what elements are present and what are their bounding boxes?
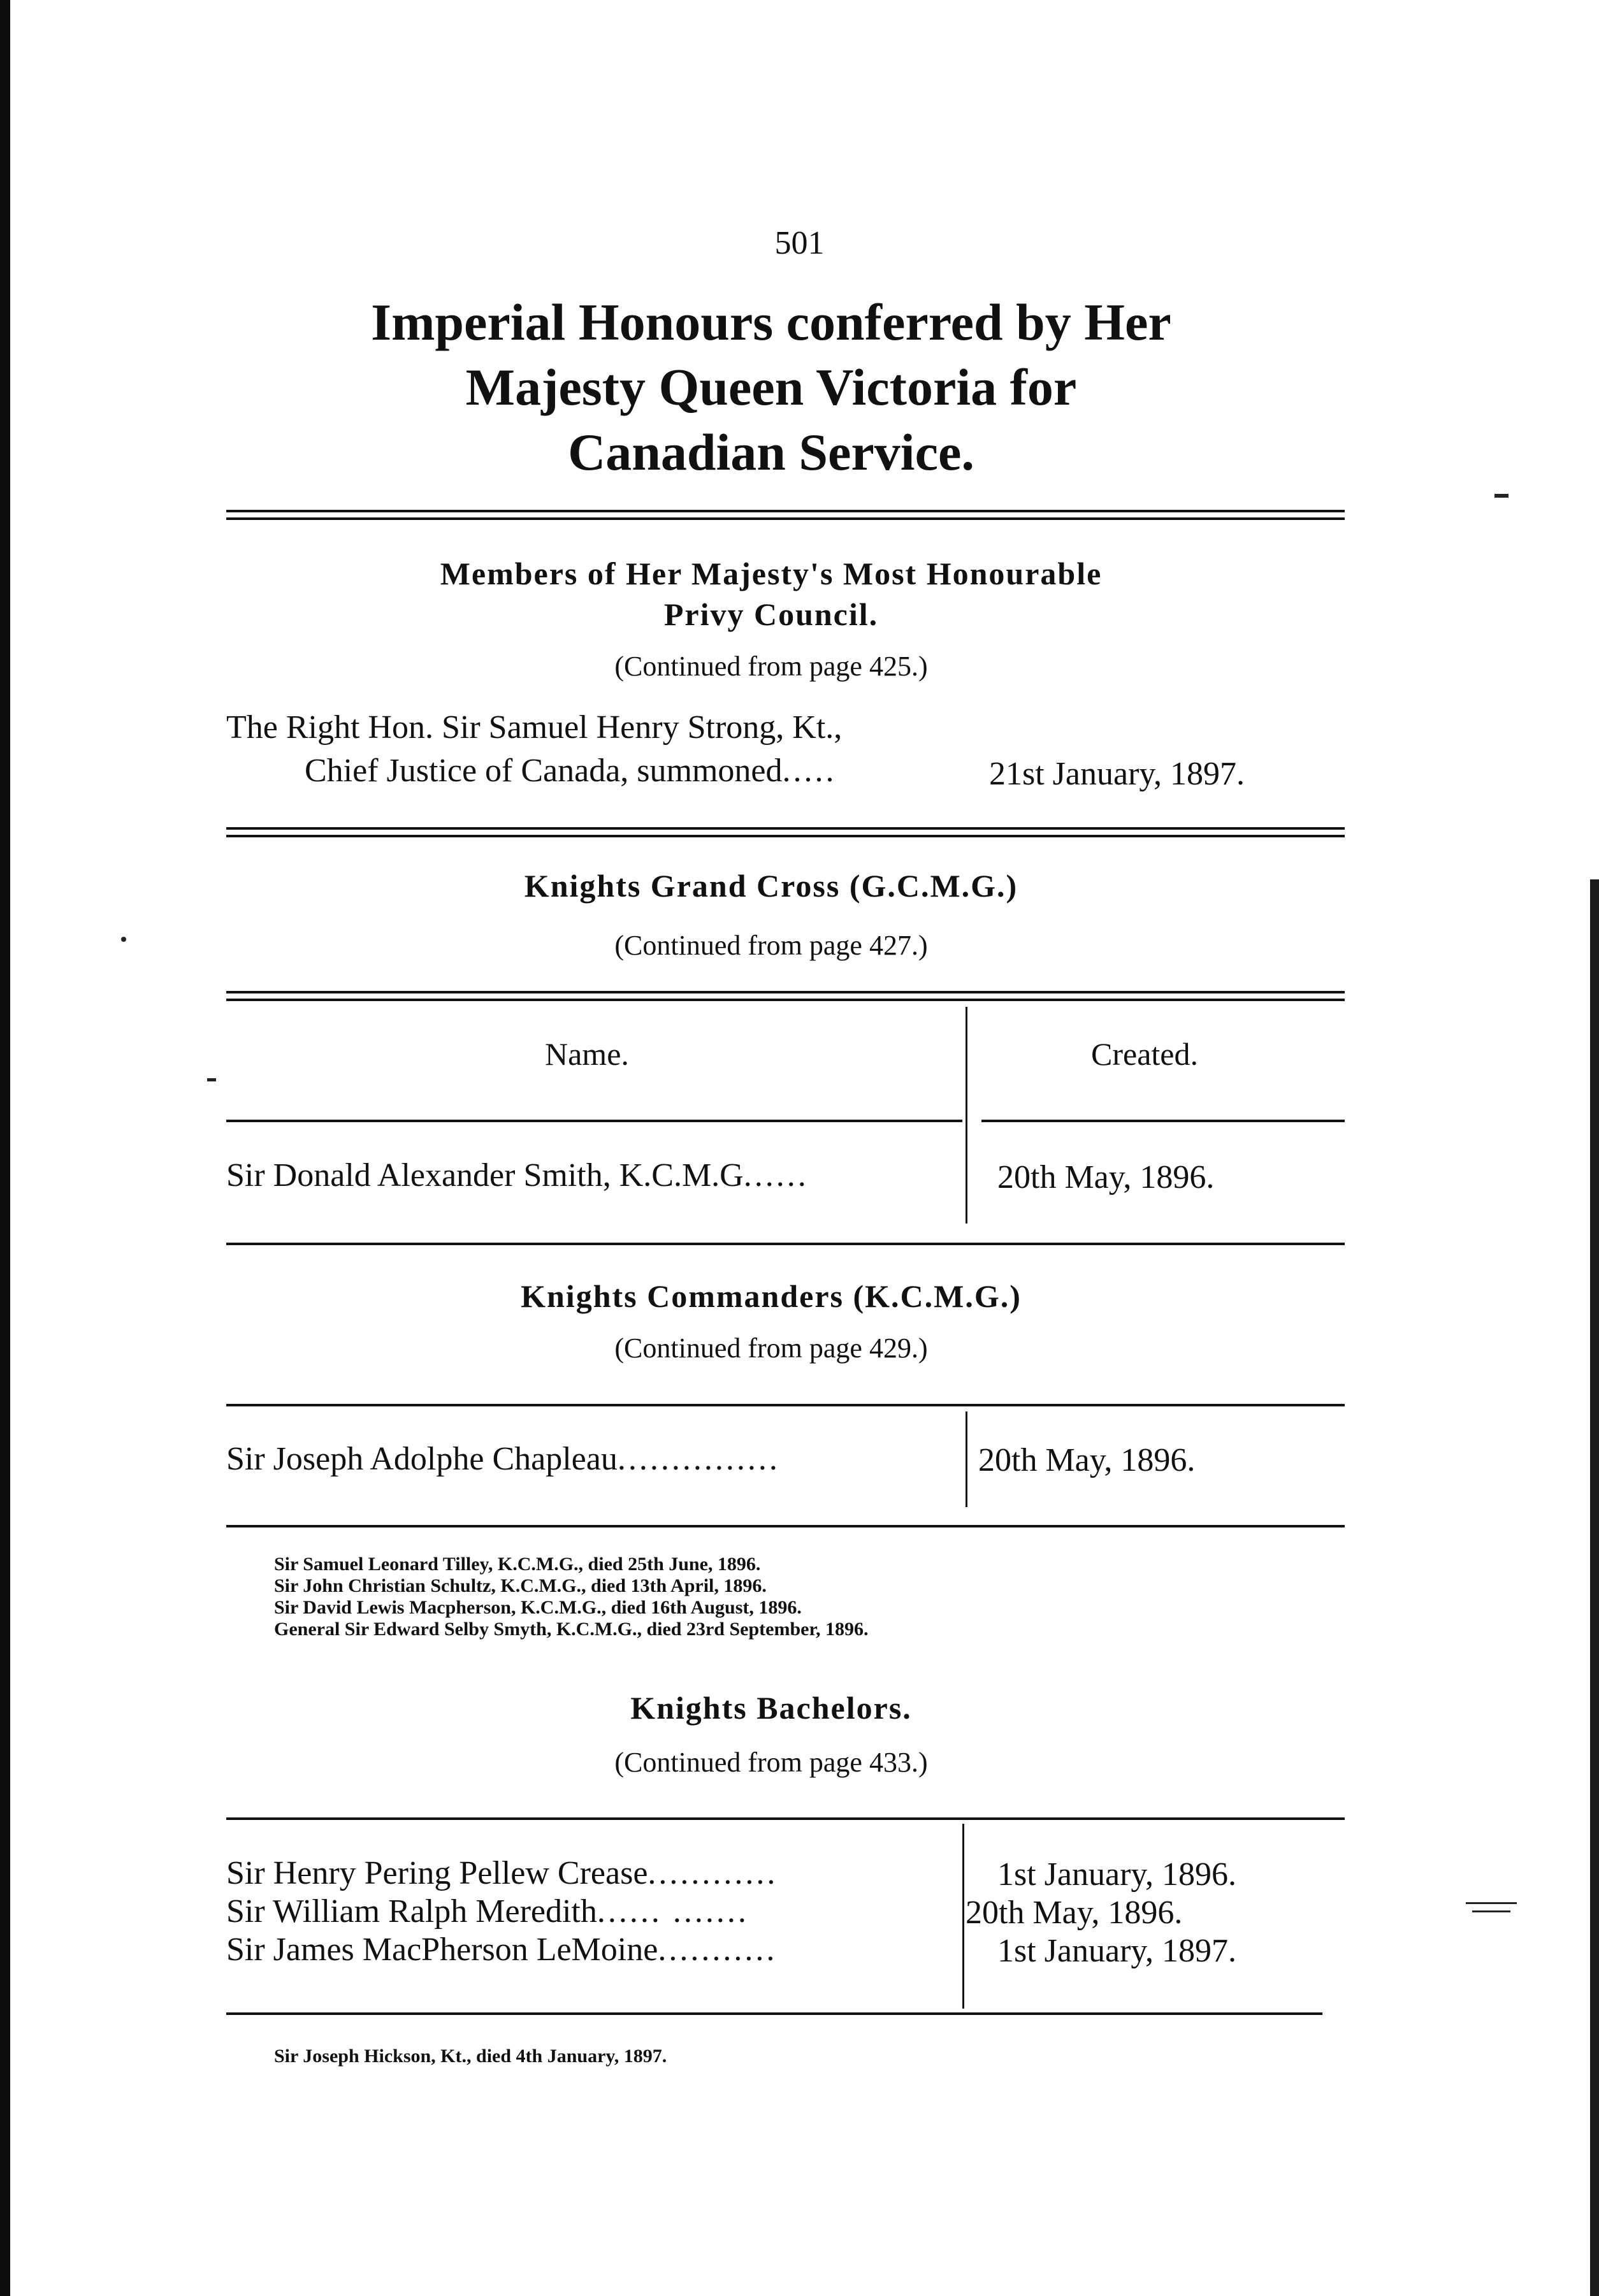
- kcmg-row-name: [226, 1440, 780, 1478]
- header-rule: [226, 1120, 962, 1122]
- deceased-note: Sir Joseph Hickson, Kt., died 4th January, 1897.: [274, 2046, 667, 2067]
- table-top-rule: [226, 1817, 1345, 1820]
- privy-council-entry-line1: The Right Hon. Sir Samuel Henry Strong, Kt.,: [226, 709, 843, 746]
- entry-name: Chief Justice of Canada, summoned: [305, 753, 783, 789]
- scan-speck: [1494, 494, 1509, 498]
- page-title-line: Imperial Honours conferred by Her: [371, 293, 1171, 351]
- bachelors-row-name: [226, 1931, 777, 1968]
- dot-leader: ......: [743, 1157, 809, 1194]
- kcmg-heading: Knights Commanders (K.C.M.G.): [521, 1278, 1022, 1314]
- page-title-line: Majesty Queen Victoria for: [465, 358, 1077, 416]
- column-divider: [962, 1824, 964, 2009]
- gcmg-row-name: [226, 1157, 809, 1194]
- section-rule: [226, 827, 1345, 837]
- column-header-created: Created.: [1091, 1036, 1198, 1072]
- bachelors-heading: Knights Bachelors.: [630, 1690, 912, 1726]
- continued-note: (Continued from page 427.): [614, 930, 928, 961]
- bachelors-row-name: [226, 1893, 749, 1930]
- table-top-rule: [226, 991, 1345, 1001]
- entry-date: 21st January, 1897.: [989, 756, 1245, 792]
- entry-date: 20th May, 1896.: [978, 1442, 1196, 1478]
- column-header-name: Name.: [545, 1036, 629, 1072]
- table-bottom-rule: [226, 2012, 1322, 2015]
- entry-date: 1st January, 1897.: [997, 1933, 1237, 1969]
- entry-name: Sir Henry Pering Pellew Crease: [226, 1855, 648, 1891]
- section-rule: [226, 510, 1345, 520]
- entry-date: 20th May, 1896.: [997, 1159, 1215, 1195]
- page-edge-shadow: [0, 0, 10, 2296]
- deceased-note: General Sir Edward Selby Smyth, K.C.M.G., died 23rd September, 1896.: [274, 1619, 869, 1640]
- scan-speck: [121, 937, 126, 942]
- continued-note: (Continued from page 429.): [614, 1332, 928, 1364]
- table-bottom-rule: [226, 1525, 1345, 1527]
- dot-leader: ...... .......: [597, 1893, 749, 1930]
- entry-name: Sir Joseph Adolphe Chapleau: [226, 1441, 618, 1477]
- column-divider: [966, 1007, 967, 1224]
- continued-note: (Continued from page 425.): [614, 651, 928, 682]
- entry-name: Sir William Ralph Meredith: [226, 1893, 597, 1930]
- dot-leader: .....: [782, 753, 837, 789]
- heading-line: Members of Her Majesty's Most Honourable: [440, 556, 1103, 591]
- continued-note: (Continued from page 433.): [614, 1747, 928, 1778]
- bachelors-row-name: [226, 1854, 778, 1892]
- header-rule: [981, 1120, 1345, 1122]
- section-rule: [226, 1243, 1345, 1245]
- scan-speck: [1472, 1910, 1510, 1912]
- entry-name: Sir Donald Alexander Smith, K.C.M.G: [226, 1157, 744, 1194]
- page-title-line: Canadian Service.: [568, 423, 974, 481]
- gcmg-heading: Knights Grand Cross (G.C.M.G.): [524, 868, 1018, 904]
- dot-leader: ...............: [617, 1441, 780, 1477]
- page-number: 501: [774, 225, 825, 261]
- entry-date: 20th May, 1896.: [966, 1895, 1183, 1931]
- scan-speck: [207, 1078, 216, 1081]
- privy-council-entry-line2: [305, 752, 837, 790]
- dot-leader: ............: [648, 1855, 778, 1891]
- entry-name: Sir James MacPherson LeMoine: [226, 1931, 658, 1968]
- scan-speck: [1466, 1902, 1517, 1904]
- deceased-notes: [274, 1554, 869, 1640]
- deceased-note: Sir Samuel Leonard Tilley, K.C.M.G., died 25th June, 1896.: [274, 1554, 761, 1575]
- table-top-rule: [226, 1404, 1345, 1406]
- deceased-note: Sir John Christian Schultz, K.C.M.G., died 13th April, 1896.: [274, 1575, 767, 1596]
- privy-council-heading: [210, 553, 1332, 635]
- entry-date: 1st January, 1896.: [997, 1856, 1237, 1893]
- dot-leader: ...........: [658, 1931, 778, 1968]
- page-edge-shadow-right: [1590, 879, 1599, 2296]
- deceased-note: Sir David Lewis Macpherson, K.C.M.G., died 16th August, 1896.: [274, 1597, 802, 1618]
- page-title: [210, 290, 1332, 485]
- column-divider: [966, 1412, 967, 1507]
- heading-line: Privy Council.: [663, 596, 879, 632]
